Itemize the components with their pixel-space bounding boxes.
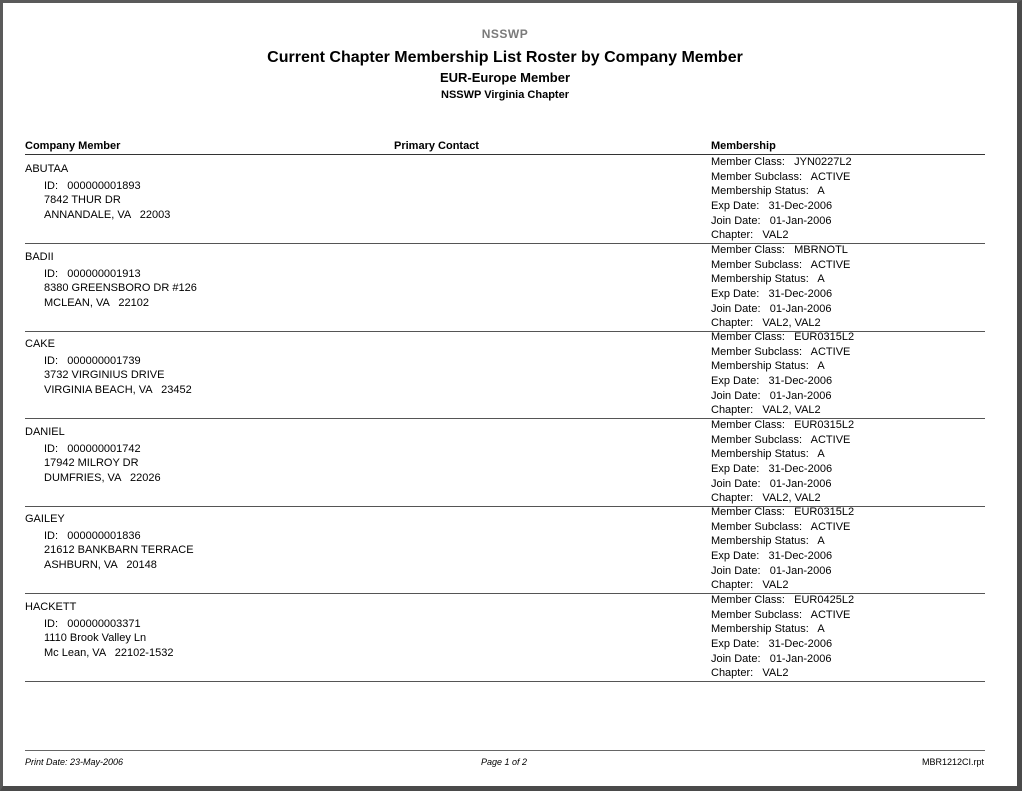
company-addr2: VIRGINIA BEACH, VA 23452 bbox=[44, 384, 192, 397]
membership-member-class: Member Class: EUR0315L2 bbox=[711, 418, 855, 431]
membership-exp: Exp Date: 31-Dec-2006 bbox=[711, 200, 833, 212]
company-addr1: 1110 Brook Valley Ln bbox=[44, 632, 147, 644]
membership-chapter: Chapter: VAL2, VAL2 bbox=[711, 491, 821, 504]
company-addr1: 7842 THUR DR bbox=[44, 194, 121, 206]
membership-member-class: Member Class: EUR0315L2 bbox=[711, 331, 855, 344]
company-addr1: 3732 VIRGINIUS DRIVE bbox=[44, 369, 165, 382]
column-header-company: Company Member bbox=[25, 140, 121, 152]
membership-status: Membership Status: A bbox=[711, 272, 825, 285]
membership-exp: Exp Date: 31-Dec-2006 bbox=[711, 287, 833, 300]
membership-join: Join Date: 01-Jan-2006 bbox=[711, 302, 832, 315]
report-file: MBR1212CI.rpt bbox=[921, 757, 984, 767]
company-addr2: ANNANDALE, VA 22003 bbox=[44, 209, 171, 221]
membership-member-class: Member Class: EUR0425L2 bbox=[711, 594, 855, 606]
membership-exp: Exp Date: 31-Dec-2006 bbox=[711, 550, 833, 563]
company-name: CAKE bbox=[25, 338, 55, 351]
membership-status: Membership Status: A bbox=[711, 535, 825, 548]
membership-member-subclass: Member Subclass: ACTIVE bbox=[711, 521, 851, 534]
company-id: ID: 000000001739 bbox=[44, 355, 141, 368]
record-row bbox=[25, 155, 985, 244]
membership-member-subclass: Member Subclass: ACTIVE bbox=[711, 171, 851, 183]
company-id: ID: 000000001836 bbox=[44, 530, 141, 543]
record-row bbox=[25, 330, 985, 419]
membership-join: Join Date: 01-Jan-2006 bbox=[711, 653, 832, 665]
company-addr1: 8380 GREENSBORO DR #126 bbox=[44, 281, 197, 294]
report-title: Current Chapter Membership List Roster by Company Member bbox=[267, 49, 743, 66]
membership-chapter: Chapter: VAL2 bbox=[711, 229, 789, 241]
company-name: DANIEL bbox=[25, 425, 65, 438]
footer-divider bbox=[25, 750, 985, 751]
record-row bbox=[25, 243, 985, 332]
column-header-contact: Primary Contact bbox=[394, 140, 479, 152]
membership-chapter: Chapter: VAL2, VAL2 bbox=[711, 316, 821, 329]
company-id: ID: 000000001913 bbox=[44, 267, 141, 280]
membership-member-subclass: Member Subclass: ACTIVE bbox=[711, 346, 851, 359]
company-name: HACKETT bbox=[25, 601, 77, 613]
membership-join: Join Date: 01-Jan-2006 bbox=[711, 565, 832, 578]
membership-status: Membership Status: A bbox=[711, 623, 825, 635]
report-chapter: NSSWP Virginia Chapter bbox=[441, 89, 569, 101]
membership-status: Membership Status: A bbox=[711, 185, 825, 197]
membership-join: Join Date: 01-Jan-2006 bbox=[711, 477, 832, 490]
report-org: NSSWP bbox=[481, 27, 529, 41]
membership-member-subclass: Member Subclass: ACTIVE bbox=[711, 609, 851, 621]
membership-join: Join Date: 01-Jan-2006 bbox=[711, 215, 832, 227]
membership-member-subclass: Member Subclass: ACTIVE bbox=[711, 258, 851, 271]
column-header-membership: Membership bbox=[711, 140, 776, 152]
membership-exp: Exp Date: 31-Dec-2006 bbox=[711, 638, 833, 650]
membership-member-class: Member Class: EUR0315L2 bbox=[711, 506, 855, 519]
company-id: ID: 000000001893 bbox=[44, 180, 141, 192]
company-addr2: MCLEAN, VA 22102 bbox=[44, 296, 149, 309]
membership-status: Membership Status: A bbox=[711, 360, 825, 373]
company-addr2: ASHBURN, VA 20148 bbox=[44, 559, 157, 572]
report-subtitle: EUR-Europe Member bbox=[439, 70, 571, 85]
company-name: BADII bbox=[25, 250, 54, 263]
company-addr1: 21612 BANKBARN TERRACE bbox=[44, 544, 194, 557]
membership-member-class: Member Class: JYN0227L2 bbox=[711, 156, 852, 168]
membership-member-subclass: Member Subclass: ACTIVE bbox=[711, 433, 851, 446]
print-date: Print Date: 23-May-2006 bbox=[25, 757, 124, 767]
membership-chapter: Chapter: VAL2, VAL2 bbox=[711, 404, 821, 417]
company-id: ID: 000000001742 bbox=[44, 442, 141, 455]
company-addr1: 17942 MILROY DR bbox=[44, 456, 139, 469]
membership-exp: Exp Date: 31-Dec-2006 bbox=[711, 462, 833, 475]
record-row bbox=[25, 418, 985, 507]
record-row bbox=[25, 505, 985, 594]
page-number: Page 1 of 2 bbox=[481, 757, 528, 767]
membership-exp: Exp Date: 31-Dec-2006 bbox=[711, 375, 833, 388]
membership-chapter: Chapter: VAL2 bbox=[711, 667, 789, 679]
membership-member-class: Member Class: MBRNOTL bbox=[711, 243, 848, 256]
membership-status: Membership Status: A bbox=[711, 447, 825, 460]
record-row bbox=[25, 593, 985, 682]
company-addr2: Mc Lean, VA 22102-1532 bbox=[44, 647, 174, 659]
membership-join: Join Date: 01-Jan-2006 bbox=[711, 390, 832, 403]
membership-chapter: Chapter: VAL2 bbox=[711, 579, 789, 592]
company-id: ID: 000000003371 bbox=[44, 618, 141, 630]
company-name: GAILEY bbox=[25, 513, 65, 526]
company-addr2: DUMFRIES, VA 22026 bbox=[44, 471, 161, 484]
company-name: ABUTAA bbox=[25, 163, 69, 175]
